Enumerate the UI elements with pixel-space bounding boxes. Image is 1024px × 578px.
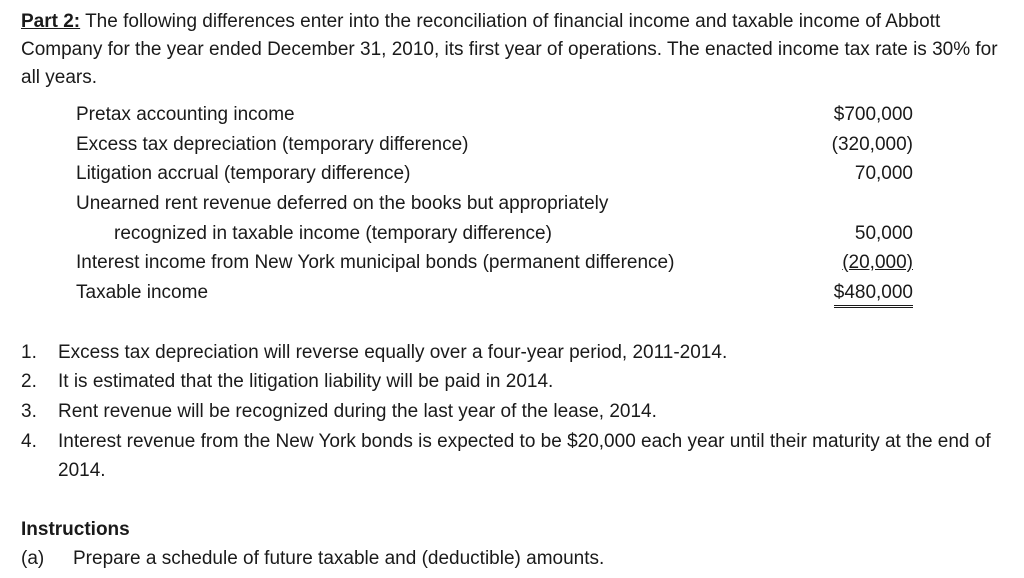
- reconciliation-total-row: [76, 278, 916, 308]
- row-label: Taxable income: [76, 282, 209, 303]
- note-text: It is estimated that the litigation liability will be paid in 2014.: [58, 371, 554, 392]
- note-text: Excess tax depreciation will reverse equally over a four-year period, 2011-2014.: [58, 342, 728, 363]
- note-number: 2.: [21, 371, 37, 392]
- reconciliation-row: [76, 100, 916, 130]
- reconciliation-row: [76, 130, 916, 160]
- row-label: recognized in taxable income (temporary difference): [114, 223, 552, 244]
- row-label: Pretax accounting income: [76, 104, 295, 125]
- total-amount: $480,000: [834, 281, 913, 308]
- reconciliation-row: [76, 248, 916, 278]
- row-amount: 50,000: [854, 223, 913, 244]
- intro-paragraph: [21, 8, 1011, 92]
- reconciliation-row: [76, 189, 916, 219]
- row-label: Unearned rent revenue deferred on the books but appropriately: [76, 193, 609, 214]
- note-number: 3.: [21, 401, 37, 422]
- row-label: Interest income from New York municipal bonds (permanent difference): [76, 252, 675, 273]
- note-text: Interest revenue from the New York bonds is expected to be $20,000 each year until their maturity at the end of 2014.: [58, 431, 991, 481]
- row-label: Litigation accrual (temporary difference): [76, 163, 411, 184]
- note-number: 4.: [21, 431, 37, 452]
- reconciliation-row: [76, 219, 916, 249]
- row-amount: 70,000: [854, 163, 913, 184]
- instructions-heading: Instructions: [21, 519, 130, 540]
- part-label: Part 2:: [21, 11, 81, 32]
- row-amount: (20,000): [842, 252, 913, 273]
- note-number: 1.: [21, 342, 37, 363]
- row-label: Excess tax depreciation (temporary difference): [76, 134, 469, 155]
- reconciliation-row: [76, 159, 916, 189]
- row-amount: (320,000): [831, 134, 913, 155]
- note-text: Rent revenue will be recognized during the last year of the lease, 2014.: [58, 401, 657, 422]
- instruction-tag: (a): [21, 548, 45, 569]
- instruction-item: [21, 545, 604, 573]
- instruction-text: Prepare a schedule of future taxable and (deductible) amounts.: [73, 548, 605, 569]
- intro-text: The following differences enter into the reconciliation of financial income and taxable income of Abbott Company for the year ended December 31, 2010, its first year of operations. The enacted income tax rate is 30% for all years.: [21, 11, 998, 88]
- row-amount: $700,000: [833, 104, 913, 125]
